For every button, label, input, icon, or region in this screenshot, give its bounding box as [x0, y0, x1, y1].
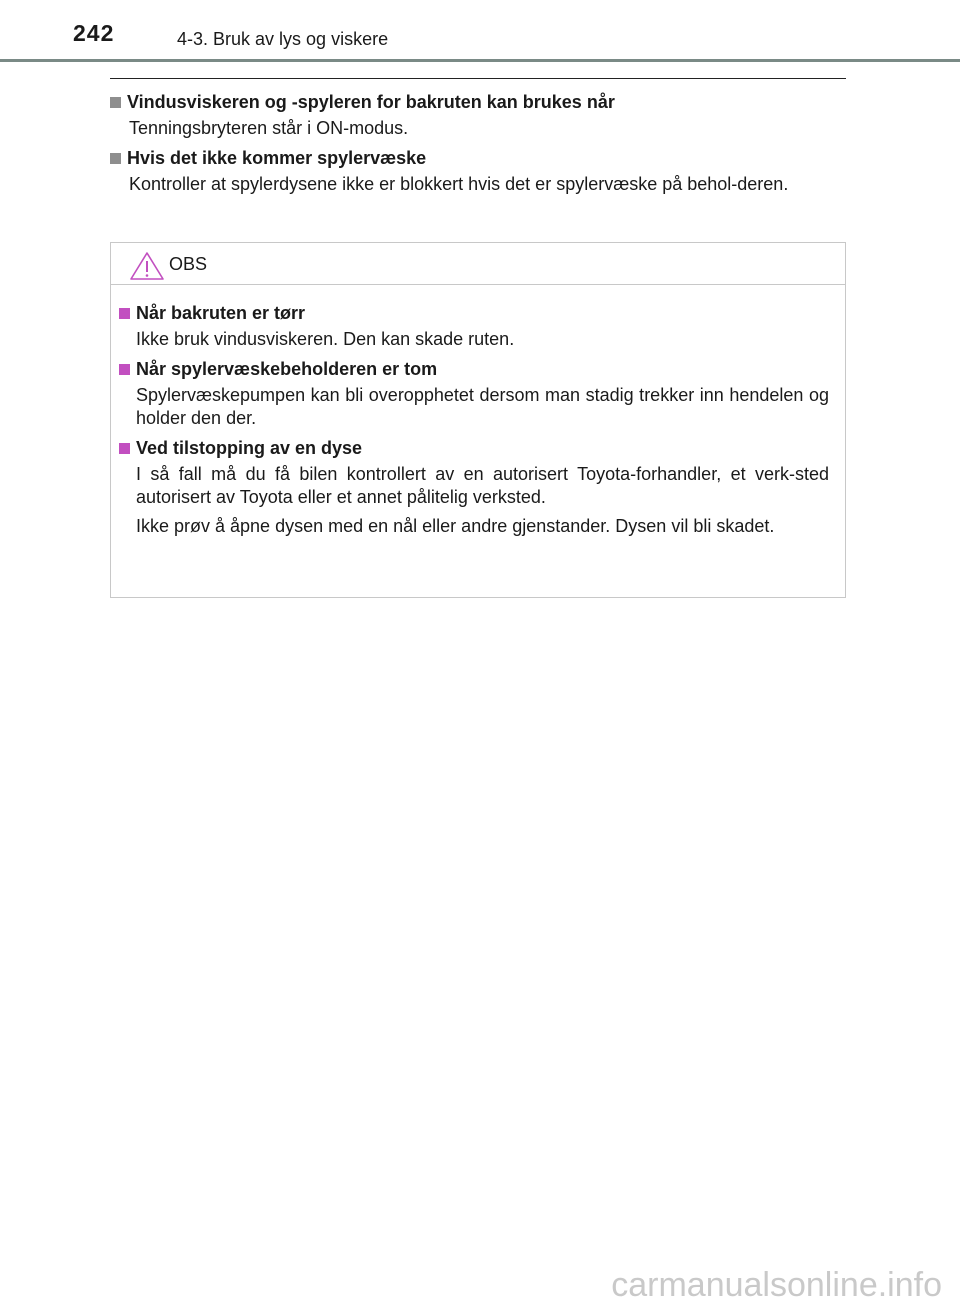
item-heading-text: Ved tilstopping av en dyse — [136, 438, 363, 458]
main-content — [110, 90, 846, 202]
square-bullet-icon — [110, 153, 121, 164]
info-item — [110, 146, 846, 196]
obs-item — [119, 301, 829, 351]
info-item — [110, 90, 846, 140]
item-body: Ikke prøv å åpne dysen med en nål eller andre gjenstander. Dysen vil bli skadet. — [136, 516, 775, 536]
square-bullet-icon — [119, 364, 130, 375]
item-heading — [119, 436, 829, 460]
header-rule — [0, 59, 960, 62]
item-heading-text: Når bakruten er tørr — [136, 303, 306, 323]
content-rule — [110, 78, 846, 79]
item-body: Ikke bruk vindusviskeren. Den kan skade ruten. — [136, 329, 515, 349]
item-heading — [119, 357, 829, 381]
warning-triangle-icon — [129, 251, 165, 281]
page-number: 242 — [73, 20, 115, 46]
item-body: Tenningsbryteren står i ON-modus. — [129, 118, 409, 138]
obs-content — [111, 285, 845, 538]
section-title: 4-3. Bruk av lys og viskere — [177, 29, 389, 49]
square-bullet-icon — [119, 443, 130, 454]
watermark: carmanualsonline.info — [611, 1266, 942, 1304]
item-heading-text: Hvis det ikke kommer spylervæske — [127, 148, 427, 168]
square-bullet-icon — [119, 308, 130, 319]
obs-header — [111, 243, 845, 285]
item-body: Spylervæskepumpen kan bli overopphetet dersom man stadig trekker inn hendelen og holder den der. — [136, 385, 829, 428]
item-heading — [110, 146, 846, 170]
item-heading-text: Vindusviskeren og -spyleren for bakruten kan brukes når — [127, 92, 615, 112]
obs-label: OBS — [169, 254, 208, 274]
item-body: Kontroller at spylerdysene ikke er blokkert hvis det er spylervæske på behol-deren. — [129, 174, 789, 194]
item-heading-text: Når spylervæskebeholderen er tom — [136, 359, 438, 379]
item-body: I så fall må du få bilen kontrollert av en autorisert Toyota-forhandler, et verk-sted autorisert av Toyota eller et annet pålitelig verksted. — [136, 464, 829, 507]
obs-box — [110, 242, 846, 598]
obs-item — [119, 357, 829, 430]
item-heading — [119, 301, 829, 325]
item-heading — [110, 90, 846, 114]
square-bullet-icon — [110, 97, 121, 108]
obs-item — [119, 436, 829, 538]
